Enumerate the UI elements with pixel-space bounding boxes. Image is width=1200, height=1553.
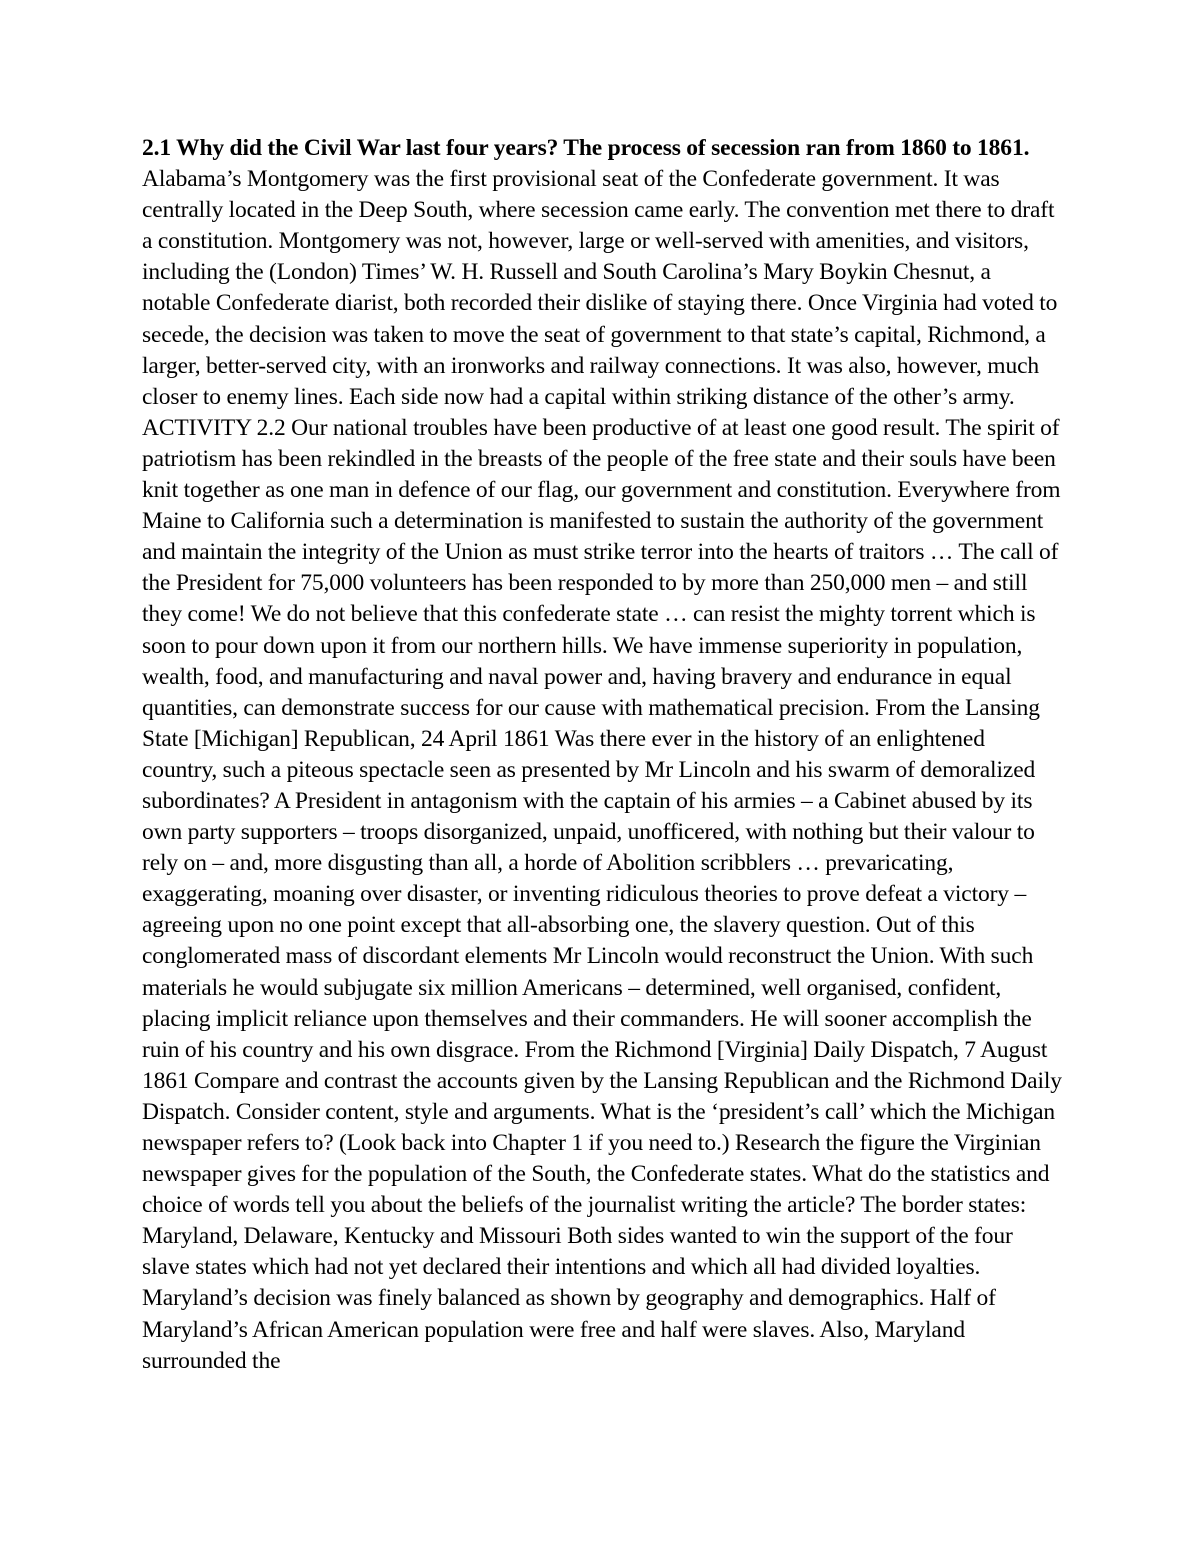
text-column <box>142 133 1062 1377</box>
section-heading: 2.1 Why did the Civil War last four years? The process of secession ran from 1860 to 1861. <box>142 135 1030 161</box>
body-text: Alabama’s Montgomery was the first provisional seat of the Confederate government. It was centrally located in the Deep South, where secession came early. The convention met there to draft a constitution. Montgomery was not, however, large or well-served with amenities, and visitors, including the (London) Times’ W. H. Russell and South Carolina’s Mary Boykin Chesnut, a notable Confederate diarist, both recorded their dislike of staying there. Once Virginia had voted to secede, the decision was taken to move the seat of government to that state’s capital, Richmond, a larger, better-served city, with an ironworks and railway connections. It was also, however, much closer to enemy lines. Each side now had a capital within striking distance of the other’s army. ACTIVITY 2.2 Our national troubles have been productive of at least one good result. The spirit of patriotism has been rekindled in the breasts of the people of the free state and their souls have been knit together as one man in defence of our flag, our government and constitution. Everywhere from Maine to California such a determination is manifested to sustain the authority of the government and maintain the integrity of the Union as must strike terror into the hearts of traitors … The call of the President for 75,000 volunteers has been responded to by more than 250,000 men – and still they come! We do not believe that this confederate state … can resist the mighty torrent which is soon to pour down upon it from our northern hills. We have immense superiority in population, wealth, food, and manufacturing and naval power and, having bravery and endurance in equal quantities, can demonstrate success for our cause with mathematical precision. From the Lansing State [Michigan] Republican, 24 April 1861 Was there ever in the history of an enlightened country, such a piteous spectacle seen as presented by Mr Lincoln and his swarm of demoralized subordinates? A President in antagonism with the captain of his armies – a Cabinet abused by its own party supporters – troops disorganized, unpaid, unofficered, with nothing but their valour to rely on – and, more disgusting than all, a horde of Abolition scribblers … prevaricating, exaggerating, moaning over disaster, or inventing ridiculous theories to prove defeat a victory – agreeing upon no one point except that all-absorbing one, the slavery question. Out of this conglomerated mass of discordant elements Mr Lincoln would reconstruct the Union. With such materials he would subjugate six million Americans – determined, well organised, confident, placing implicit reliance upon themselves and their commanders. He will sooner accomplish the ruin of his country and his own disgrace. From the Richmond [Virginia] Daily Dispatch, 7 August 1861 Compare and contrast the accounts given by the Lansing Republican and the Richmond Daily Dispatch. Consider content, style and arguments. What is the ‘president’s call’ which the Michigan newspaper refers to? (Look back into Chapter 1 if you need to.) Research the figure the Virginian newspaper gives for the population of the South, the Confederate states. What do the statistics and choice of words tell you about the beliefs of the journalist writing the article? The border states: Maryland, Delaware, Kentucky and Missouri Both sides wanted to win the support of the four slave states which had not yet declared their intentions and which all had divided loyalties. Maryland’s decision was finely balanced as shown by geography and demographics. Half of Maryland’s African American population were free and half were slaves. Also, Maryland surrounded the <box>142 166 1062 1374</box>
body-paragraph <box>142 133 1062 1377</box>
